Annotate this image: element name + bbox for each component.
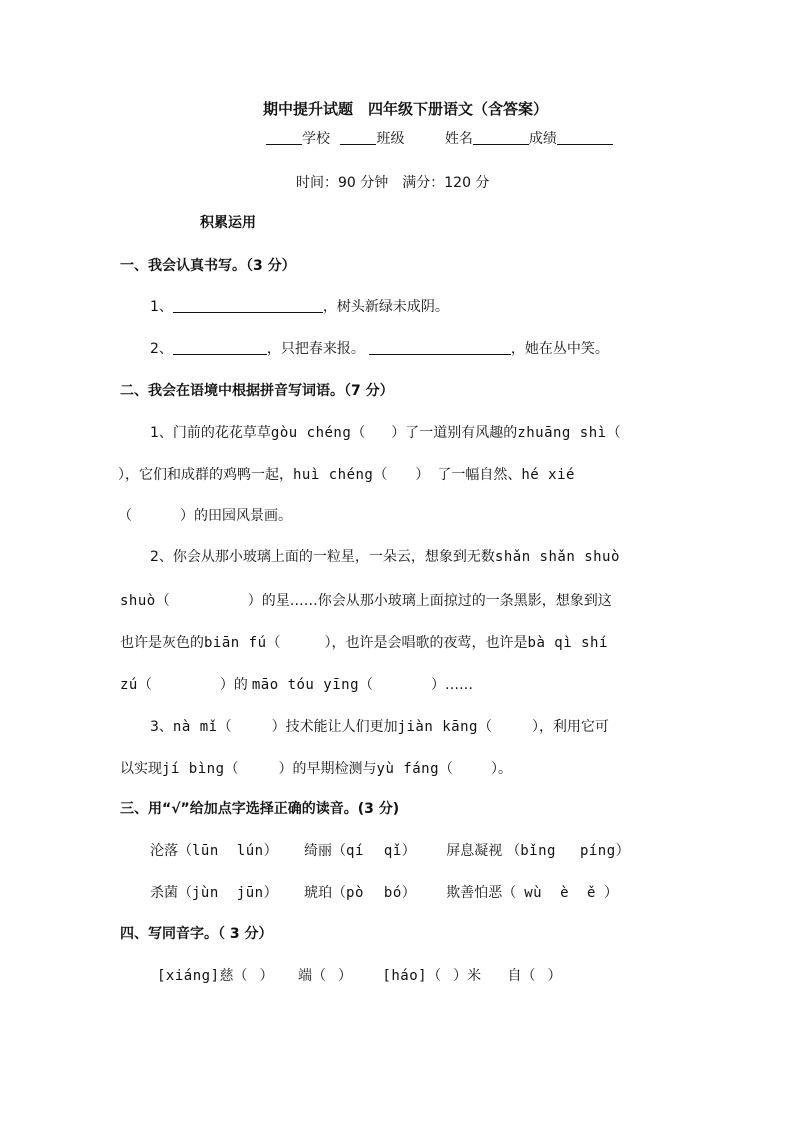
q1-line1: [150, 296, 449, 316]
answer-blank[interactable]: [173, 298, 323, 313]
q3-title: 三、用“√”给加点字选择正确的读音。(3 分): [120, 801, 400, 817]
word: 慈: [219, 968, 234, 984]
pinyin: yù fáng: [376, 761, 440, 777]
pinyin: shuò: [120, 593, 156, 609]
text: 技术能让人们更加: [285, 719, 398, 735]
bracket-close[interactable]: ）: [118, 467, 125, 483]
q2-line: [150, 716, 609, 736]
pinyin: zú: [120, 677, 138, 693]
text: 了一幅自然、: [437, 467, 522, 483]
answer-blank[interactable]: [173, 340, 267, 355]
word: 欺善怕恶: [446, 885, 503, 901]
bracket-blank[interactable]: （ ）: [233, 968, 274, 984]
pinyin-option[interactable]: bǐng: [520, 843, 556, 859]
pinyin-option[interactable]: qǐ: [383, 843, 402, 859]
pinyin-option[interactable]: wù: [524, 885, 543, 901]
bracket-blank[interactable]: （ ）: [373, 467, 430, 483]
pinyin-option[interactable]: lūn: [192, 843, 219, 859]
bracket-blank[interactable]: （ ）: [439, 761, 499, 777]
text: 的田园风景画。: [194, 508, 292, 524]
page-title: 期中提升试题 四年级下册语文（含答案）: [263, 100, 549, 118]
bracket-blank[interactable]: （ ）: [359, 677, 446, 693]
answer-blank[interactable]: [369, 340, 511, 355]
text: 也许是灰色的: [120, 635, 204, 651]
bracket-blank[interactable]: （ ）: [217, 719, 286, 735]
pinyin: bà qì shí: [527, 635, 608, 651]
pinyin: zhuāng shì: [517, 425, 607, 441]
q1-line1-text: ，树头新绿未成阴。: [322, 299, 449, 315]
pinyin-option[interactable]: ě: [587, 885, 596, 901]
pinyin: jiàn kāng: [397, 719, 478, 735]
text: ，也许是会唱歌的夜莺，也许是: [331, 635, 528, 651]
q1-line2: [150, 338, 609, 358]
word: 屏息凝视: [446, 843, 503, 859]
exam-time: 时间：90 分钟 满分：120 分: [296, 175, 490, 191]
q2-line: [150, 422, 621, 442]
word: 杀菌: [150, 885, 178, 901]
text: 以实现: [120, 761, 162, 777]
pinyin: biān fú: [204, 635, 267, 651]
text: 2、你会从那小玻璃上面的一粒星，一朵云，想象到无数: [150, 549, 495, 565]
word: 端: [297, 968, 312, 984]
pinyin: hé xié: [521, 467, 575, 483]
bracket-open[interactable]: （: [606, 425, 621, 441]
text: 的早期检测与: [292, 761, 377, 777]
school-blank[interactable]: [266, 130, 302, 145]
pinyin: [háo]: [382, 968, 428, 984]
word: 米: [467, 968, 482, 984]
bracket-blank[interactable]: （ ）: [118, 508, 194, 524]
q2-line: [150, 546, 620, 566]
q2-line: [120, 758, 512, 778]
pinyin-option[interactable]: jūn: [236, 885, 264, 901]
q4-row: [157, 965, 562, 985]
q2-line: [120, 674, 473, 694]
q3-row: 杀菌（jùn jūn） 琥珀（pò bó） 欺善怕恶（ wù è ě ）: [150, 885, 618, 901]
text: ，利用它可: [538, 719, 609, 735]
text: 1、门前的花花草草: [150, 425, 271, 441]
bracket-blank[interactable]: （ ）: [351, 425, 406, 441]
text: 的星……你会从那小玻璃上面掠过的一条黑影，想象到这: [261, 593, 612, 609]
name-blank[interactable]: [473, 130, 529, 145]
school-label: 学校: [302, 131, 330, 147]
pinyin: huì chéng: [293, 467, 374, 483]
q2-title: 二、我会在语境中根据拼音写词语。（7 分）: [120, 383, 394, 399]
pinyin: [xiáng]: [157, 968, 220, 984]
bracket-blank[interactable]: （ ）: [311, 968, 352, 984]
text: 的: [233, 677, 248, 693]
q2-line: [120, 590, 612, 610]
name-label: 姓名: [444, 131, 473, 147]
word: 自: [507, 968, 522, 984]
student-info-line: [266, 128, 613, 148]
pinyin-option[interactable]: lún: [236, 843, 264, 859]
bracket-blank[interactable]: （ ）: [521, 968, 562, 984]
q4-title: 四、写同音字。（ 3 分）: [120, 926, 273, 942]
pinyin-option[interactable]: qí: [346, 843, 364, 859]
word: 琥珀: [304, 885, 333, 901]
bracket-blank[interactable]: （ ）: [155, 593, 262, 609]
q1-line1-num: 1、: [150, 299, 173, 315]
pinyin-option[interactable]: bó: [383, 885, 402, 901]
pinyin-option[interactable]: è: [560, 885, 570, 901]
pinyin-option[interactable]: jùn: [192, 885, 219, 901]
q1-line2-text-b: ，她在丛中笑。: [510, 341, 609, 357]
class-blank[interactable]: [340, 130, 376, 145]
q2-line: [120, 632, 608, 652]
pinyin-option[interactable]: pò: [346, 885, 364, 901]
score-label: 成绩: [528, 131, 557, 147]
text: 3、: [150, 719, 173, 735]
bracket-blank[interactable]: （ ）: [137, 677, 234, 693]
q2-line: [118, 505, 292, 525]
pinyin: nà mǐ: [172, 719, 218, 735]
pinyin: māo tóu yīng: [251, 677, 360, 693]
bracket-blank[interactable]: （ ）: [477, 719, 539, 735]
word: 绮丽: [304, 843, 333, 859]
q3-row: 沦落（lūn lún） 绮丽（qí qǐ） 屏息凝视 （bǐng píng）: [150, 843, 630, 859]
pinyin: jí bìng: [162, 761, 225, 777]
q1-line2-text-a: ，只把春来报。: [266, 341, 365, 357]
bracket-blank[interactable]: （ ）: [427, 968, 468, 984]
text: ，它们和成群的鸡鸭一起，: [125, 467, 293, 483]
text: ……: [445, 677, 474, 693]
text: 了一道别有风趣的: [405, 425, 518, 441]
pinyin-option[interactable]: píng: [579, 843, 616, 859]
class-label: 班级: [376, 131, 405, 147]
bracket-blank[interactable]: （ ）: [224, 761, 293, 777]
bracket-blank[interactable]: （ ）: [266, 635, 332, 651]
q2-line: [118, 464, 575, 484]
text: 。: [498, 761, 513, 777]
q1-title: 一、我会认真书写。（3 分）: [120, 258, 296, 274]
pinyin: shǎn shǎn shuò: [494, 549, 620, 565]
pinyin: gòu chéng: [270, 425, 352, 441]
score-blank[interactable]: [557, 130, 613, 145]
section-heading: 积累运用: [200, 215, 256, 231]
word: 沦落: [150, 843, 178, 859]
q1-line2-num: 2、: [150, 341, 173, 357]
